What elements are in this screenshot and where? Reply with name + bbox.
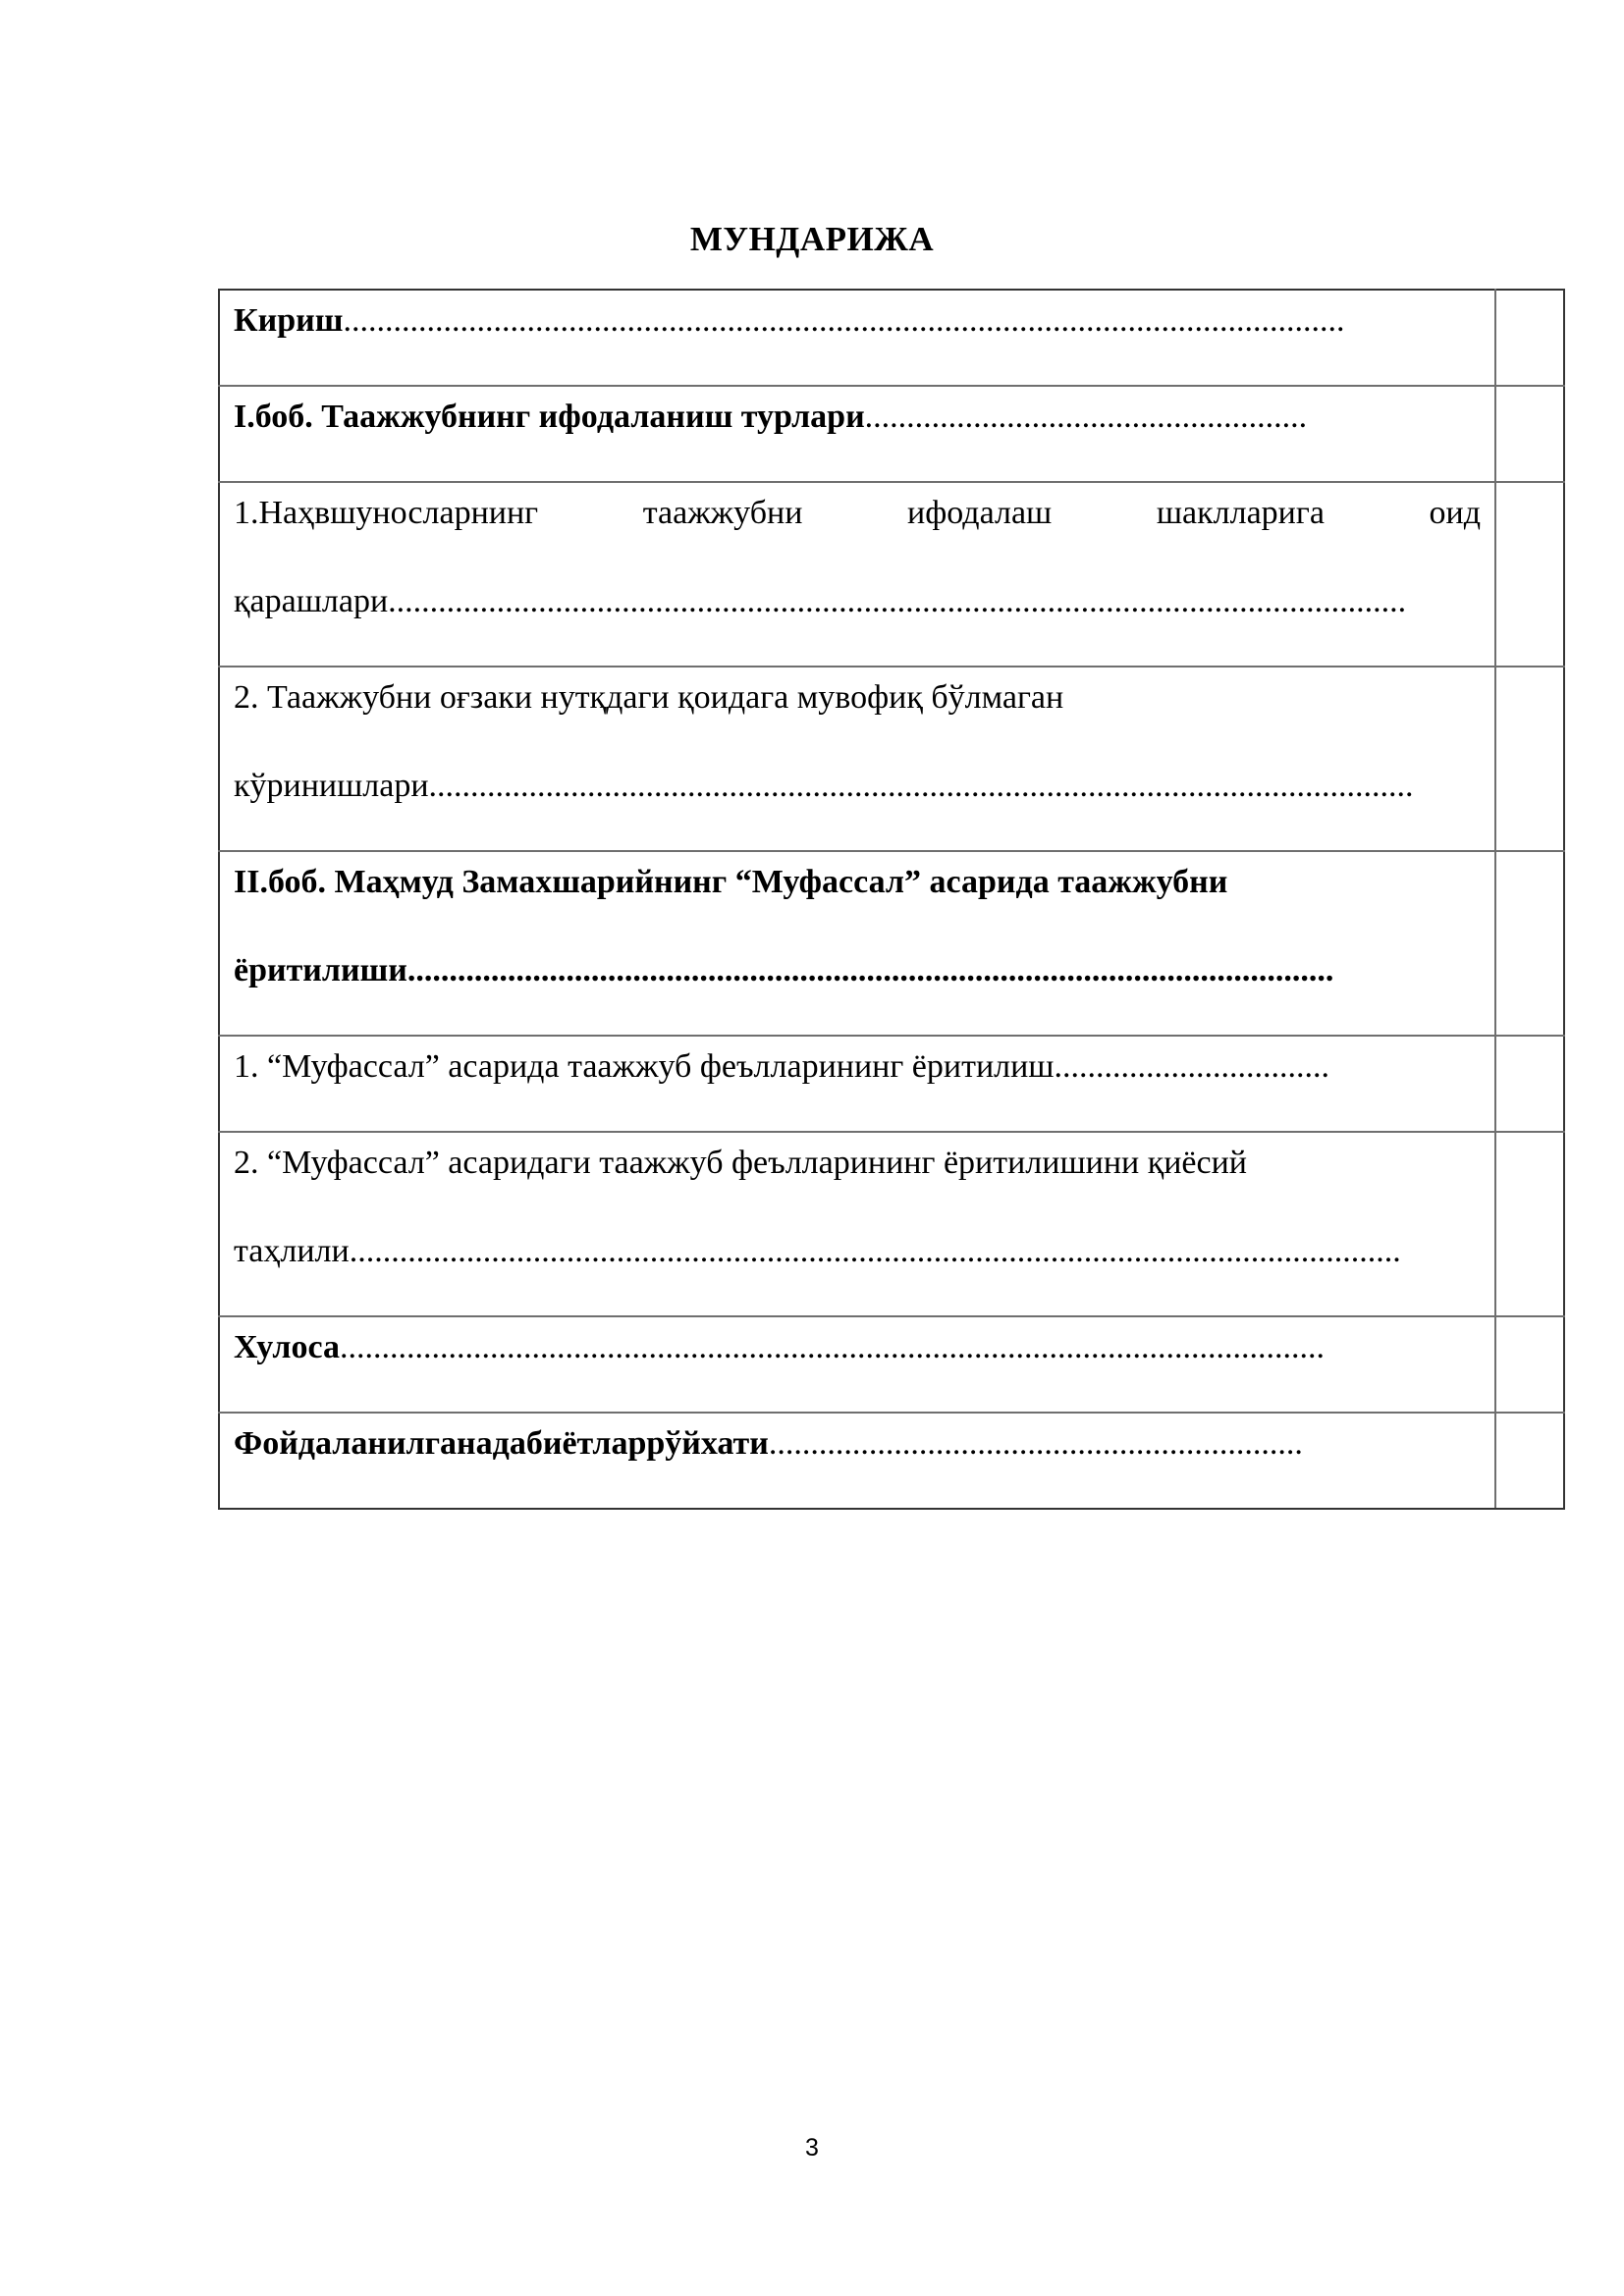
toc-chapter-title-cont[interactable]: ёритилиши	[234, 952, 407, 988]
toc-chapter-title[interactable]: I.боб. Таажжубнинг ифодаланиш турлари	[234, 399, 865, 435]
toc-entry-title[interactable]	[234, 489, 1481, 577]
page-number: 3	[805, 2134, 819, 2162]
toc-leader-dots: ..........................................................................................................................	[388, 583, 1407, 619]
table-of-contents	[218, 289, 1565, 1510]
toc-entry-title[interactable]: Хулоса	[234, 1329, 340, 1365]
toc-entry-cell	[219, 1036, 1495, 1132]
toc-row	[219, 851, 1564, 1036]
toc-entry-title-cont[interactable]: таҳлили	[234, 1233, 350, 1269]
toc-page-cell	[1495, 851, 1564, 1036]
toc-entry-title[interactable]: 2. Таажжубни оғзаки нутқдаги қоидага мувофиқ бўлмаган	[234, 679, 1064, 716]
toc-entry-title[interactable]: 2. “Муфассал” асаридаги таажжуб феълларининг ёритилишини қиёсий	[234, 1145, 1248, 1181]
toc-leader-dots: ......................................................................................................................	[340, 1329, 1325, 1365]
toc-leader-dots: ...............................................................................................................	[406, 952, 1334, 988]
toc-page-cell	[1495, 1316, 1564, 1413]
toc-row	[219, 1036, 1564, 1132]
toc-entry-cell	[219, 851, 1495, 1036]
toc-leader-dots: ......................................................................................................................	[428, 768, 1414, 804]
toc-entry-title[interactable]: 1. “Муфассал” асарида таажжуб феълларининг ёритилиш	[234, 1048, 1055, 1085]
toc-entry-cell	[219, 1413, 1495, 1509]
toc-entry-title-cont[interactable]: кўринишлари	[234, 768, 429, 804]
toc-leader-dots: .................................	[1054, 1048, 1329, 1085]
toc-page-cell	[1495, 290, 1564, 386]
toc-leader-dots: .....................................................	[864, 399, 1308, 435]
toc-page-cell	[1495, 667, 1564, 851]
toc-entry-title-cont[interactable]: қарашлари	[234, 583, 389, 619]
toc-leader-dots: ................................................................	[768, 1425, 1303, 1462]
toc-word: шаклларига	[1156, 495, 1325, 531]
toc-page-cell	[1495, 386, 1564, 482]
toc-leader-dots: ..............................................................................................................................	[349, 1233, 1401, 1269]
toc-leader-dots: ........................................................................................................................	[343, 302, 1345, 339]
toc-row	[219, 667, 1564, 851]
toc-row	[219, 482, 1564, 667]
toc-chapter-title[interactable]: II.боб. Маҳмуд Замахшарийнинг “Муфассал” асарида таажжубни	[234, 864, 1228, 900]
toc-entry-cell	[219, 482, 1495, 667]
toc-word: таажжубни	[642, 495, 803, 531]
toc-row	[219, 1413, 1564, 1509]
toc-entry-title[interactable]: Кириш	[234, 302, 344, 339]
page-title: МУНДАРИЖА	[689, 220, 935, 258]
toc-entry-cell	[219, 386, 1495, 482]
toc-page-cell	[1495, 482, 1564, 667]
toc-entry-cell	[219, 1132, 1495, 1316]
toc-row	[219, 1132, 1564, 1316]
toc-word: оид	[1429, 495, 1481, 531]
toc-page-cell	[1495, 1413, 1564, 1509]
toc-row	[219, 386, 1564, 482]
toc-entry-cell	[219, 290, 1495, 386]
toc-word: ифодалаш	[907, 495, 1053, 531]
toc-entry-cell	[219, 1316, 1495, 1413]
toc-row	[219, 1316, 1564, 1413]
toc-row	[219, 290, 1564, 386]
toc-entry-title[interactable]: Фойдаланилганадабиётларрўйхати	[234, 1425, 769, 1462]
toc-page-cell	[1495, 1036, 1564, 1132]
toc-page-cell	[1495, 1132, 1564, 1316]
toc-word: 1.Наҳвшуносларнинг	[234, 495, 539, 531]
toc-entry-cell	[219, 667, 1495, 851]
